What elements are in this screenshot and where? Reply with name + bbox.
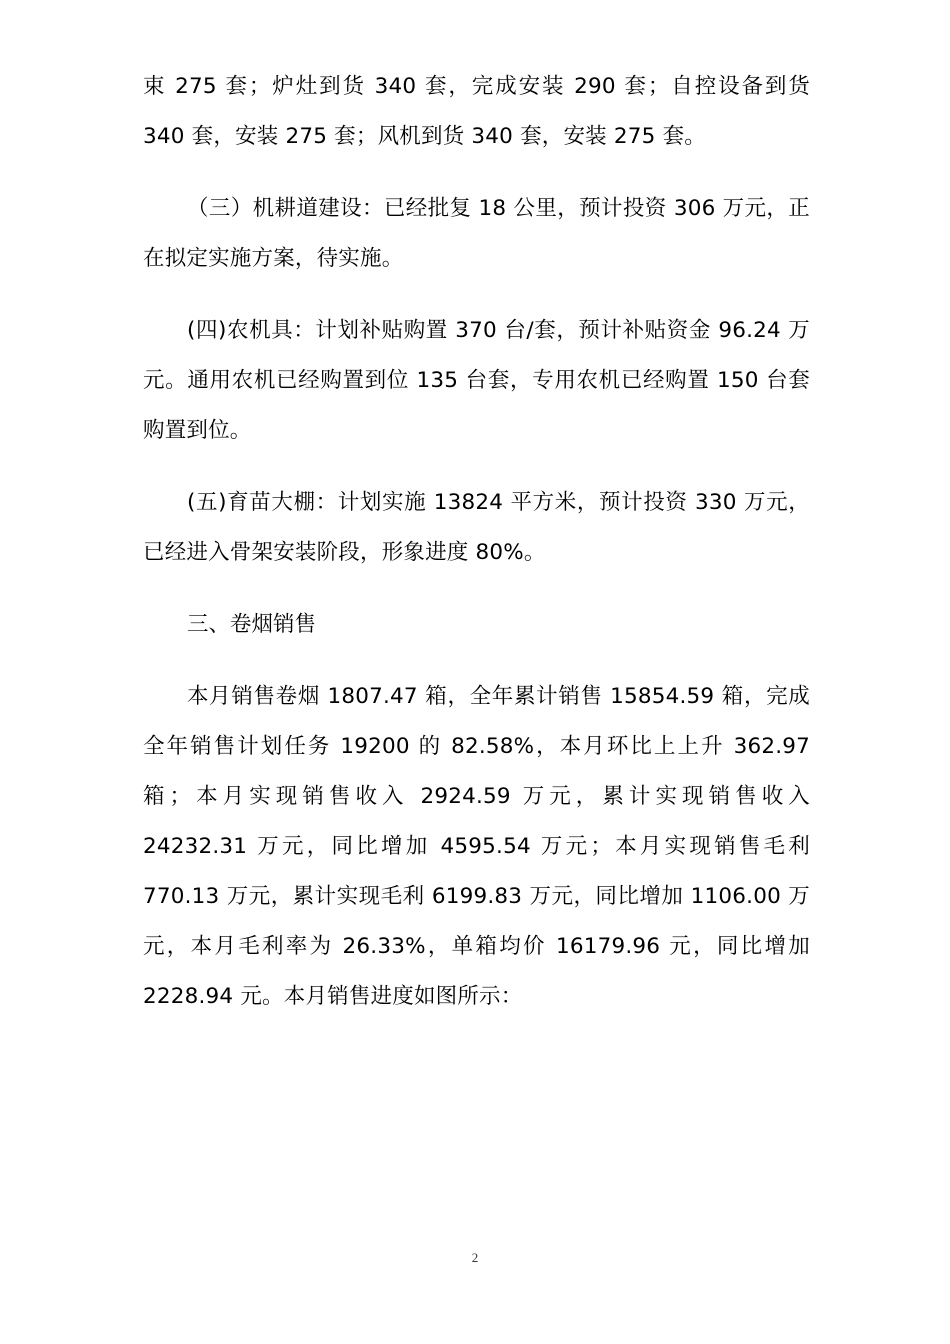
- section-heading-cigarette-sales: 三、卷烟销售: [187, 612, 317, 637]
- document-body: [143, 62, 810, 1044]
- paragraph-seedling-greenhouse: (五)育苗大棚：计划实施 13824 平方米，预计投资 330 万元，已经进入骨架安装阶段，形象进度 80%。: [143, 490, 810, 565]
- paragraph-installation-progress: 束 275 套；炉灶到货 340 套，完成安装 290 套；自控设备到货 340 套，安装 275 套；风机到货 340 套，安装 275 套。: [143, 74, 810, 149]
- page-number: 2: [471, 1250, 479, 1265]
- paragraph-farm-machinery: (四)农机具：计划补贴购置 370 台/套，预计补贴资金 96.24 万元。通用农机已经购置到位 135 台套，专用农机已经购置 150 台套购置到位。: [143, 318, 810, 443]
- paragraph-machine-road: （三）机耕道建设：已经批复 18 公里，预计投资 306 万元，正在拟定实施方案，待实施。: [143, 196, 810, 271]
- paragraph-sales-summary: 本月销售卷烟 1807.47 箱，全年累计销售 15854.59 箱，完成全年销售计划任务 19200 的 82.58%，本月环比上上升 362.97 箱；本月实现销售收入 2924.59 万元，累计实现销售收入 24232.31 万元，同比增加 4595.54 万元；本月实现销售毛利 770.13 万元，累计实现毛利 6199.83 万元，同比增加 1106.00 万元，本月毛利率为 26.33%，单箱均价 16179.96 元，同比增加 2228.94 元。本月销售进度如图所示：: [143, 684, 810, 1009]
